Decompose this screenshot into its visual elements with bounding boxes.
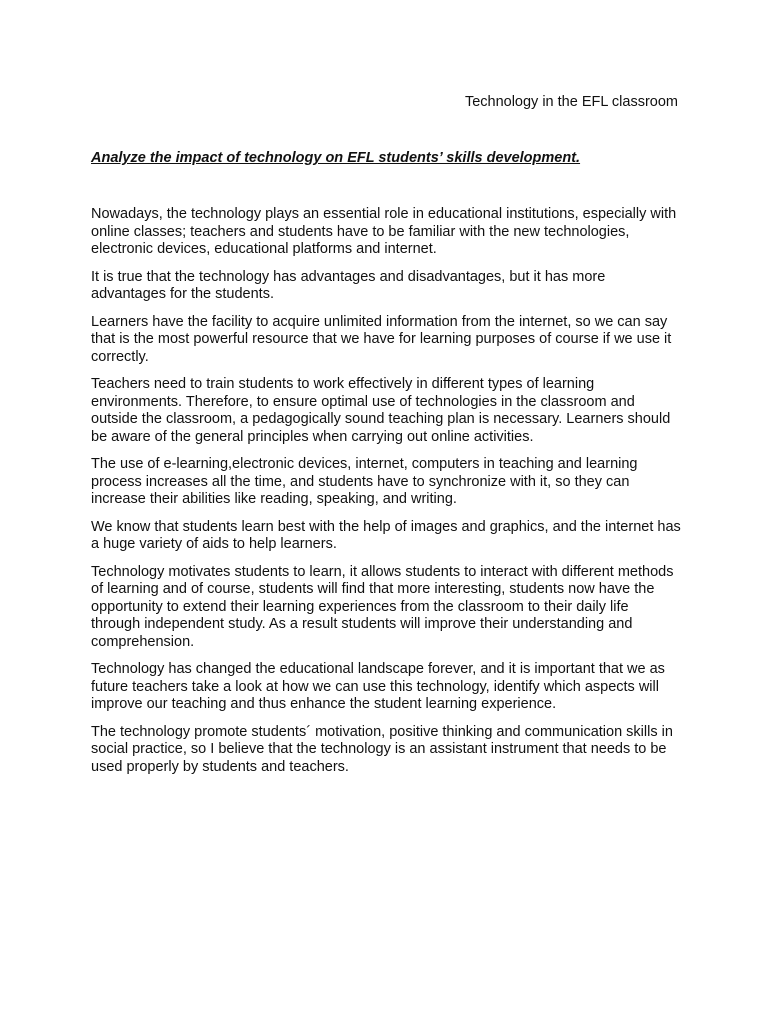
paragraph: Technology motivates students to learn, it allows students to interact with different methods of learning and of course, students will find that more interesting, students now have the opportunity to extend their learning experiences from the classroom to their daily life through independent study. As a result students will improve their understanding and comprehension. <box>91 563 674 650</box>
paragraph: Learners have the facility to acquire unlimited information from the internet, so we can say that is the most powerful resource that we have for learning purposes of course if we use it correctly. <box>91 313 672 365</box>
paragraph: Teachers need to train students to work effectively in different types of learning environments. Therefore, to ensure optimal use of technologies in the classroom and outside the classroom, a pedagogically sound teaching plan is necessary. Learners should be aware of the general principles when carrying out online activities. <box>91 376 671 445</box>
paragraph: Technology has changed the educational landscape forever, and it is important that we as future teachers take a look at how we can use this technology, identify which aspects will improve our teaching and thus enhance the student learning experience. <box>91 661 665 712</box>
paragraph: Nowadays, the technology plays an essential role in educational institutions, especially with online classes; teachers and students have to be familiar with the new technologies, electronic devices, educational platforms and internet. <box>91 206 677 257</box>
paragraph: The use of e-learning,electronic devices, internet, computers in teaching and learning process increases all the time, and students have to synchronize with it, so they can increase their abilities like reading, speaking, and writing. <box>91 456 638 507</box>
paragraph: It is true that the technology has advantages and disadvantages, but it has more advantages for the students. <box>91 268 606 302</box>
document-title: Analyze the impact of technology on EFL students’ skills development. <box>91 150 581 166</box>
document-body <box>91 206 681 786</box>
paragraph: We know that students learn best with the help of images and graphics, and the internet has a huge variety of aids to help learners. <box>91 518 681 552</box>
document-header: Technology in the EFL classroom <box>464 94 678 110</box>
paragraph: The technology promote students´ motivation, positive thinking and communication skills in social practice, so I believe that the technology is an assistant instrument that needs to be used properly by students and teachers. <box>91 723 673 775</box>
